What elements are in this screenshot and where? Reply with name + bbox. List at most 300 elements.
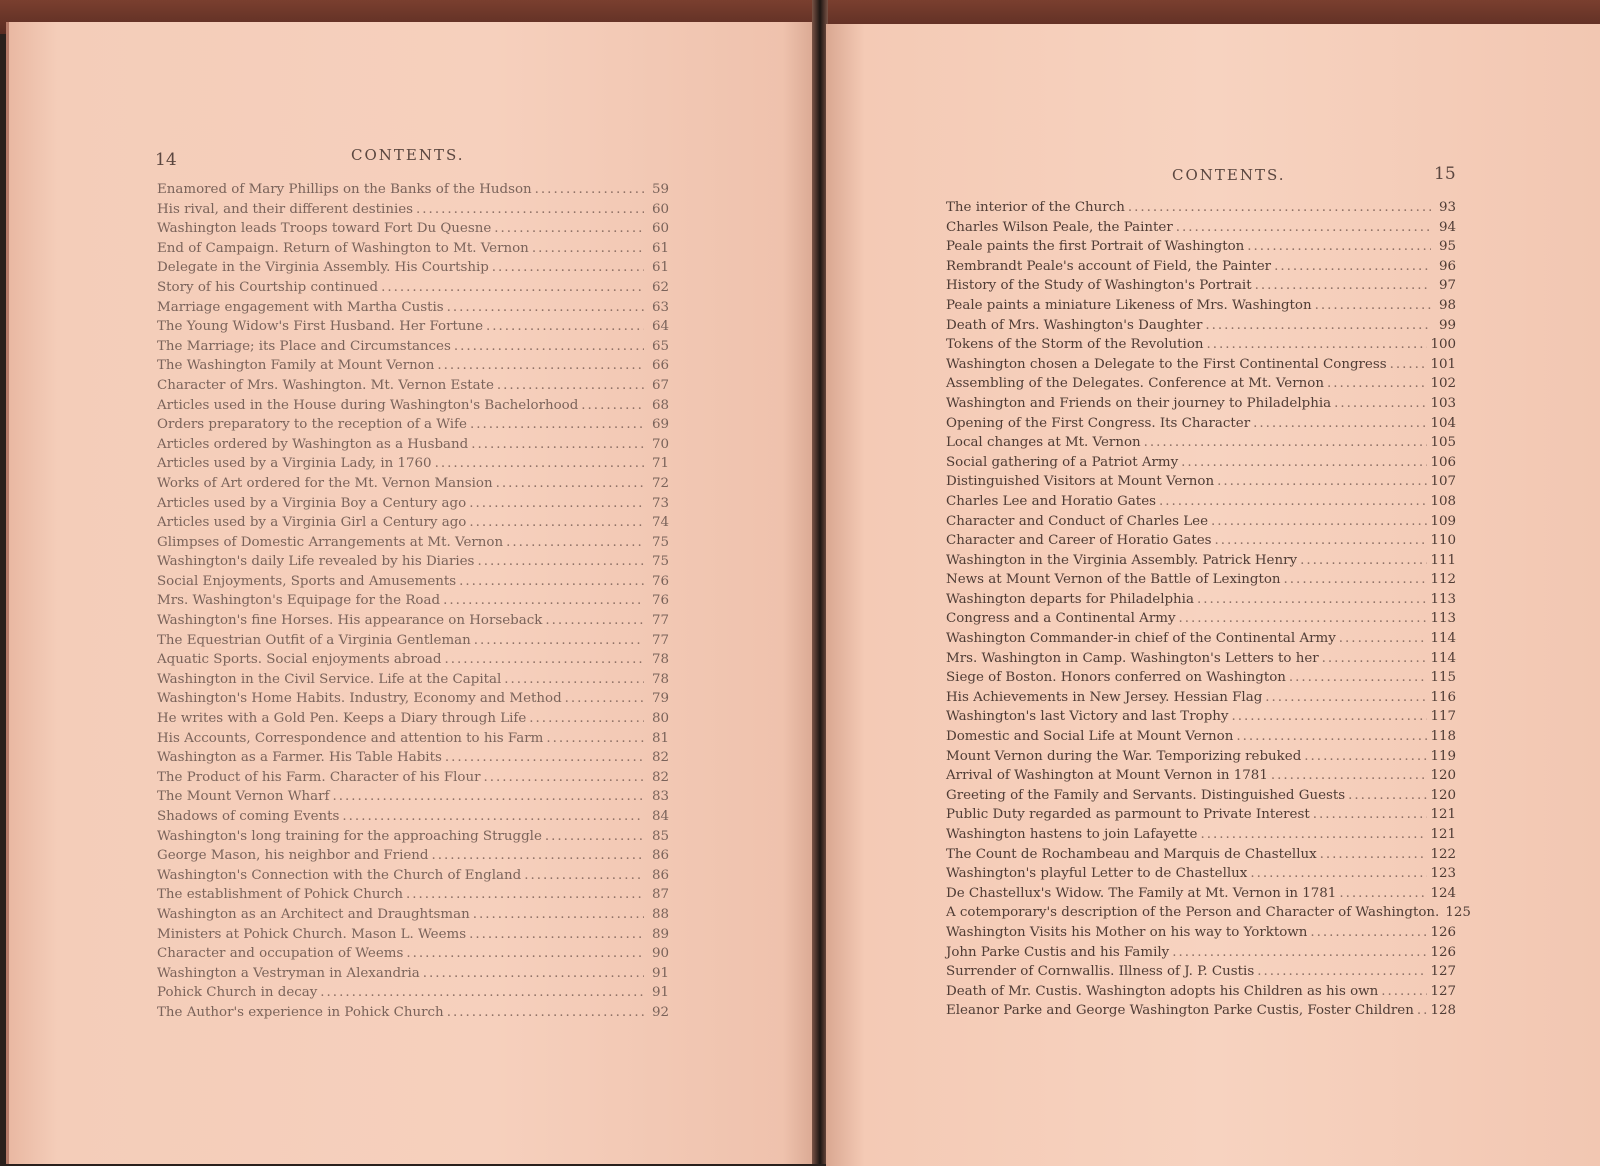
toc-entry-title: The establishment of Pohick Church <box>157 887 404 903</box>
toc-entry-page: 112 <box>1430 572 1456 588</box>
toc-entry-title: Washington's last Victory and last Trophy <box>946 709 1229 725</box>
toc-entry <box>157 768 669 788</box>
toc-entry <box>157 748 669 768</box>
toc-entry <box>946 923 1456 943</box>
toc-leader-dots <box>1128 198 1431 218</box>
toc-leader-dots <box>454 337 644 357</box>
toc-leader-dots <box>1381 982 1427 1002</box>
toc-leader-dots <box>1179 609 1428 629</box>
toc-entry-page: 113 <box>1430 611 1456 627</box>
toc-entry-title: Distinguished Visitors at Mount Vernon <box>946 474 1215 490</box>
toc-leader-dots <box>474 631 644 651</box>
toc-entry-page: 123 <box>1430 866 1456 882</box>
left-page <box>6 22 815 1164</box>
toc-entry-title: De Chastellux's Widow. The Family at Mt. Vernon in 1781 <box>946 885 1337 901</box>
toc-entry-page: 107 <box>1430 474 1456 490</box>
toc-entry-page: 61 <box>651 240 669 256</box>
toc-entry-title: His Accounts, Correspondence and attention to his Farm <box>157 730 544 746</box>
toc-entry-page: 76 <box>651 593 669 609</box>
toc-entry <box>157 396 669 416</box>
toc-entry-title: Mount Vernon during the War. Temporizing rebuked <box>946 748 1302 764</box>
toc-entry-title: The Equestrian Outfit of a Virginia Gentleman <box>157 632 471 648</box>
toc-entry-title: News at Mount Vernon of the Battle of Lexington <box>946 572 1281 588</box>
toc-entry-page: 110 <box>1430 533 1456 549</box>
toc-leader-dots <box>1327 374 1427 394</box>
toc-entry <box>157 670 669 690</box>
toc-entry <box>157 611 669 631</box>
toc-entry-page: 104 <box>1430 415 1456 431</box>
toc-entry-page: 62 <box>651 279 669 295</box>
toc-entry <box>946 257 1456 277</box>
toc-entry-page: 108 <box>1430 493 1456 509</box>
toc-entry <box>157 494 669 514</box>
toc-entry <box>157 337 669 357</box>
toc-leader-dots <box>1313 805 1428 825</box>
toc-entry <box>946 649 1456 669</box>
toc-entry <box>157 787 669 807</box>
toc-entry-page: 63 <box>651 299 669 315</box>
toc-entry-title: The Mount Vernon Wharf <box>157 789 330 805</box>
toc-leader-dots <box>492 258 644 278</box>
toc-entry <box>946 845 1456 865</box>
toc-entry-title: Opening of the First Congress. Its Character <box>946 415 1251 431</box>
toc-entry-title: History of the Study of Washington's Portrait <box>946 278 1252 294</box>
toc-leader-dots <box>1289 668 1428 688</box>
toc-leader-dots <box>1201 825 1428 845</box>
toc-entry <box>157 474 669 494</box>
toc-entry <box>946 943 1456 963</box>
toc-leader-dots <box>1310 923 1427 943</box>
toc-entry-page: 78 <box>651 671 669 687</box>
toc-entry <box>946 335 1456 355</box>
toc-entry-title: Death of Mrs. Washington's Daughter <box>946 317 1203 333</box>
toc-leader-dots <box>342 807 644 827</box>
toc-entry-page: 89 <box>651 926 669 942</box>
toc-leader-dots <box>416 200 644 220</box>
toc-entry <box>946 884 1456 904</box>
toc-entry-title: Washington as a Farmer. His Table Habits <box>157 750 442 766</box>
toc-leader-dots <box>406 885 644 905</box>
toc-entry <box>157 846 669 866</box>
toc-entry-page: 119 <box>1430 748 1456 764</box>
toc-entry-title: Articles used in the House during Washington's Bachelorhood <box>157 397 579 413</box>
toc-entry-page: 73 <box>651 495 669 511</box>
toc-entry-title: Articles used by a Virginia Boy a Century ago <box>157 495 467 511</box>
toc-leader-dots <box>447 1003 644 1023</box>
toc-entry-title: Washington's Home Habits. Industry, Economy and Method <box>157 691 562 707</box>
toc-leader-dots <box>1159 492 1427 512</box>
toc-entry-page: 65 <box>651 338 669 354</box>
right-page <box>826 24 1600 1166</box>
toc-entry-title: Washington leads Troops toward Fort Du Quesne <box>157 221 492 237</box>
toc-entry-title: Washington chosen a Delegate to the First Continental Congress <box>946 356 1387 372</box>
toc-entry <box>946 962 1456 982</box>
toc-leader-dots <box>437 356 644 376</box>
toc-entry-page: 84 <box>651 809 669 824</box>
toc-entry-page: 101 <box>1430 356 1456 372</box>
toc-entry-page: 111 <box>1430 552 1456 568</box>
toc-entry-page: 100 <box>1430 337 1456 353</box>
toc-entry <box>946 747 1456 767</box>
toc-entry <box>157 572 669 592</box>
toc-leader-dots <box>1211 512 1427 532</box>
toc-leader-dots <box>1257 962 1427 982</box>
toc-leader-dots <box>1172 943 1427 963</box>
toc-leader-dots <box>545 827 644 847</box>
toc-leader-dots <box>1197 590 1427 610</box>
toc-entry-page: 85 <box>651 828 669 844</box>
toc-entry <box>946 198 1456 218</box>
toc-leader-dots <box>1322 649 1428 669</box>
toc-entry-page: 120 <box>1430 787 1456 803</box>
toc-leader-dots <box>332 787 644 807</box>
toc-entry-title: Arrival of Washington at Mount Vernon in 1781 <box>946 768 1268 784</box>
toc-entry-title: Charles Wilson Peale, the Painter <box>946 219 1173 235</box>
toc-entry-title: Washington departs for Philadelphia <box>946 591 1194 607</box>
toc-entry-page: 120 <box>1430 768 1456 784</box>
toc-entry-page: 86 <box>651 867 669 883</box>
toc-leader-dots <box>432 846 645 866</box>
toc-entry-page: 59 <box>651 182 669 197</box>
page-header: CONTENTS. <box>351 146 465 164</box>
toc-leader-dots <box>1144 433 1428 453</box>
toc-entry-title: The Marriage; its Place and Circumstances <box>157 338 451 354</box>
toc-entry <box>157 964 669 984</box>
toc-entry-page: 113 <box>1430 591 1456 607</box>
toc-entry-page: 96 <box>1438 258 1456 274</box>
toc-entry-title: Domestic and Social Life at Mount Vernon <box>946 729 1234 745</box>
toc-leader-dots <box>1271 766 1428 786</box>
toc-entry-page: 77 <box>651 632 669 648</box>
toc-leader-dots <box>1253 414 1427 434</box>
toc-leader-dots <box>1339 884 1427 904</box>
toc-leader-dots <box>406 944 644 964</box>
toc-leader-dots <box>470 415 644 435</box>
toc-entry <box>946 355 1456 375</box>
toc-entry <box>946 218 1456 238</box>
toc-entry-page: 93 <box>1438 200 1456 215</box>
toc-leader-dots <box>532 239 644 259</box>
toc-leader-dots <box>469 513 644 533</box>
toc-entry <box>946 825 1456 845</box>
toc-entry <box>157 298 669 318</box>
toc-entry-title: The Count de Rochambeau and Marquis de Chastellux <box>946 846 1317 862</box>
toc-entry-title: Congress and a Continental Army <box>946 611 1176 627</box>
toc-entry-page: 60 <box>651 201 669 217</box>
toc-entry <box>946 414 1456 434</box>
toc-entry-title: Social Enjoyments, Sports and Amusements <box>157 573 457 589</box>
toc-entry-page: 66 <box>651 358 669 374</box>
toc-entry-page: 75 <box>651 554 669 570</box>
toc-leader-dots <box>469 925 644 945</box>
toc-entry <box>946 805 1456 825</box>
toc-entry-title: Washington Visits his Mother on his way to Yorktown <box>946 924 1308 940</box>
toc-entry <box>946 688 1456 708</box>
toc-entry-title: Washington as an Architect and Draughtsman <box>157 906 470 922</box>
toc-entry <box>946 629 1456 649</box>
toc-entry <box>946 276 1456 296</box>
toc-entry-title: Peale paints a miniature Likeness of Mrs. Washington <box>946 297 1312 313</box>
toc-leader-dots <box>1176 218 1431 238</box>
toc-entry <box>157 885 669 905</box>
toc-leader-dots <box>1231 707 1427 727</box>
toc-entry-page: 128 <box>1430 1003 1456 1019</box>
toc-leader-dots <box>471 435 644 455</box>
toc-entry-page: 83 <box>651 789 669 805</box>
toc-entry <box>946 609 1456 629</box>
toc-entry <box>946 394 1456 414</box>
toc-entry-title: Washington's fine Horses. His appearance on Horseback <box>157 613 543 629</box>
toc-entry <box>946 570 1456 590</box>
toc-entry-page: 72 <box>651 475 669 491</box>
toc-entry-title: The interior of the Church <box>946 200 1125 215</box>
toc-leader-dots <box>381 278 644 298</box>
toc-leader-dots <box>529 709 644 729</box>
toc-entry-title: Shadows of coming Events <box>157 809 340 824</box>
toc-leader-dots <box>1207 335 1428 355</box>
toc-entry-page: 79 <box>651 691 669 707</box>
toc-entry <box>946 433 1456 453</box>
toc-entry <box>946 531 1456 551</box>
toc-entry-page: 97 <box>1438 278 1456 294</box>
toc-entry-page: 74 <box>651 515 669 531</box>
toc-entry-title: Washington's long training for the approaching Struggle <box>157 828 542 844</box>
toc-entry <box>157 729 669 749</box>
toc-leader-dots <box>1215 531 1428 551</box>
toc-entry <box>946 374 1456 394</box>
toc-entry-page: 102 <box>1430 376 1456 392</box>
toc-entry-page: 67 <box>651 377 669 393</box>
toc-entry <box>946 668 1456 688</box>
toc-entry-title: Siege of Boston. Honors conferred on Washington <box>946 670 1286 686</box>
toc-entry <box>946 766 1456 786</box>
toc-entry-page: 118 <box>1430 729 1456 745</box>
toc-leader-dots <box>535 180 644 200</box>
toc-entry-page: 91 <box>651 965 669 981</box>
toc-entry-title: The Young Widow's First Husband. Her Fortune <box>157 319 484 335</box>
toc-entry <box>946 296 1456 316</box>
toc-leader-dots <box>1205 316 1431 336</box>
toc-entry <box>157 925 669 945</box>
toc-entry-title: Works of Art ordered for the Mt. Vernon Mansion <box>157 475 493 491</box>
toc-entry <box>946 727 1456 747</box>
toc-entry-page: 69 <box>651 417 669 433</box>
toc-entry <box>157 200 669 220</box>
toc-leader-dots <box>1265 688 1427 708</box>
toc-leader-dots <box>473 905 644 925</box>
page-number: 14 <box>155 150 177 170</box>
toc-entry-page: 121 <box>1430 827 1456 842</box>
toc-entry-page: 125 <box>1445 905 1471 921</box>
toc-leader-dots <box>1315 296 1431 316</box>
toc-entry <box>157 905 669 925</box>
toc-entry-page: 78 <box>651 652 669 668</box>
toc-entry-title: Eleanor Parke and George Washington Parke Custis, Foster Children <box>946 1003 1414 1019</box>
toc-entry-title: Character of Mrs. Washington. Mt. Vernon Estate <box>157 377 494 393</box>
toc-entry <box>157 258 669 278</box>
toc-entry-title: Washington a Vestryman in Alexandria <box>157 965 420 981</box>
toc-leader-dots <box>1181 453 1427 473</box>
toc-entry-page: 115 <box>1430 670 1456 686</box>
toc-leader-dots <box>1217 472 1427 492</box>
toc-entry-title: Greeting of the Family and Servants. Distinguished Guests <box>946 787 1346 803</box>
toc-entry-title: Rembrandt Peale's account of Field, the Painter <box>946 258 1272 274</box>
toc-entry <box>157 983 669 1003</box>
toc-entry-title: End of Campaign. Return of Washington to Mt. Vernon <box>157 240 529 256</box>
toc-entry-title: Articles used by a Virginia Girl a Century ago <box>157 515 467 531</box>
toc-leader-dots <box>546 729 644 749</box>
toc-entry-title: A cotemporary's description of the Person and Character of Washington. <box>946 905 1440 921</box>
toc-entry-page: 103 <box>1430 395 1456 411</box>
toc-leader-dots <box>581 396 644 416</box>
toc-entry-title: Pohick Church in decay <box>157 985 318 1001</box>
toc-leader-dots <box>443 591 644 611</box>
page-number: 15 <box>1434 164 1456 184</box>
toc-entry-page: 68 <box>651 397 669 413</box>
toc-entry <box>946 492 1456 512</box>
toc-entry <box>157 415 669 435</box>
toc-entry-title: The Product of his Farm. Character of his Flour <box>157 769 481 785</box>
toc-entry-title: Peale paints the first Portrait of Washington <box>946 239 1245 255</box>
toc-entry-page: 90 <box>651 946 669 962</box>
toc-entry-page: 92 <box>651 1004 669 1020</box>
toc-entry <box>946 237 1456 257</box>
toc-entry-title: Washington and Friends on their journey to Philadelphia <box>946 395 1332 411</box>
toc-entry-title: Character and Career of Horatio Gates <box>946 533 1212 549</box>
toc-entry <box>157 533 669 553</box>
toc-leader-dots <box>545 611 644 631</box>
toc-entry <box>157 807 669 827</box>
toc-entry-title: Delegate in the Virginia Assembly. His Courtship <box>157 260 489 276</box>
toc-entry-page: 114 <box>1430 631 1456 647</box>
toc-leader-dots <box>1255 276 1431 296</box>
toc-entry <box>157 1003 669 1023</box>
toc-entry-title: Washington hastens to join Lafayette <box>946 827 1198 842</box>
toc-entry-title: John Parke Custis and his Family <box>946 944 1170 960</box>
toc-entry-page: 116 <box>1430 689 1456 705</box>
toc-entry-page: 77 <box>651 613 669 629</box>
toc-entry-title: Articles used by a Virginia Lady, in 1760 <box>157 456 432 472</box>
toc-entry-page: 106 <box>1430 454 1456 470</box>
toc-entry-title: Washington in the Civil Service. Life at the Capital <box>157 671 502 687</box>
toc-entry <box>946 472 1456 492</box>
toc-entry-title: Washington in the Virginia Assembly. Patrick Henry <box>946 552 1298 568</box>
toc-entry-title: Surrender of Cornwallis. Illness of J. P. Custis <box>946 964 1255 980</box>
toc-entry-title: Ministers at Pohick Church. Mason L. Weems <box>157 926 467 942</box>
toc-leader-dots <box>1300 551 1427 571</box>
toc-leader-dots <box>504 670 644 690</box>
toc-leader-dots <box>1236 727 1427 747</box>
toc-entry-title: His Achievements in New Jersey. Hessian Flag <box>946 689 1263 705</box>
toc-entry-title: Character and occupation of Weems <box>157 946 404 962</box>
toc-entry <box>157 650 669 670</box>
toc-entry-page: 109 <box>1430 513 1456 529</box>
toc-leader-dots <box>1339 629 1428 649</box>
toc-entry-title: Public Duty regarded as parmount to Private Interest <box>946 807 1310 823</box>
toc-entry-page: 71 <box>651 456 669 472</box>
toc-entry-page: 99 <box>1438 317 1456 333</box>
toc-entry-page: 117 <box>1430 709 1456 725</box>
toc-entry-page: 60 <box>651 221 669 237</box>
toc-entry <box>157 513 669 533</box>
toc-entry <box>157 591 669 611</box>
toc-leader-dots <box>1390 355 1428 375</box>
toc-entry-title: Death of Mr. Custis. Washington adopts his Children as his own <box>946 983 1379 999</box>
toc-entry-page: 105 <box>1430 435 1456 451</box>
toc-entry-page: 127 <box>1430 964 1456 980</box>
toc-leader-dots <box>469 494 644 514</box>
toc-entry-page: 64 <box>651 319 669 335</box>
toc-entry-page: 95 <box>1438 239 1456 255</box>
toc-leader-dots <box>447 298 644 318</box>
toc-entry <box>157 866 669 886</box>
toc-entry-title: Story of his Courtship continued <box>157 279 379 295</box>
toc-entry <box>157 689 669 709</box>
toc-entry-page: 126 <box>1430 924 1456 940</box>
toc-leader-dots <box>524 866 644 886</box>
toc-entry-title: Washington's Connection with the Church of England <box>157 867 522 883</box>
toc-entry <box>157 219 669 239</box>
toc-entry-page: 126 <box>1430 944 1456 960</box>
toc-entry-page: 88 <box>651 906 669 922</box>
toc-entry <box>157 435 669 455</box>
toc-entry-page: 121 <box>1430 807 1456 823</box>
toc-leader-dots <box>1334 394 1427 414</box>
toc-entry-title: Character and Conduct of Charles Lee <box>946 513 1209 529</box>
toc-entry-title: George Mason, his neighbor and Friend <box>157 848 429 864</box>
toc-leader-dots <box>494 219 644 239</box>
toc-entry-title: Marriage engagement with Martha Custis <box>157 299 444 315</box>
toc-leader-dots <box>1304 747 1427 767</box>
toc-entry-page: 124 <box>1430 885 1456 901</box>
toc-entry-title: The Washington Family at Mount Vernon <box>157 358 435 374</box>
toc-entry-title: Glimpses of Domestic Arrangements at Mt. Vernon <box>157 534 504 550</box>
toc-entry <box>157 709 669 729</box>
toc-leader-dots <box>484 768 645 788</box>
toc-entry-page: 81 <box>651 730 669 746</box>
toc-entry <box>157 827 669 847</box>
toc-entry <box>157 631 669 651</box>
toc-entry-page: 114 <box>1430 650 1456 666</box>
toc-entry-title: Enamored of Mary Phillips on the Banks of the Hudson <box>157 182 532 197</box>
toc-entry <box>946 707 1456 727</box>
toc-entry <box>946 903 1471 923</box>
toc-entry-title: Washington's playful Letter to de Chastellux <box>946 866 1248 882</box>
toc-entry <box>157 552 669 572</box>
toc-leader-dots <box>1284 570 1428 590</box>
toc-entry <box>946 1001 1456 1021</box>
toc-entry-title: His rival, and their different destinies <box>157 201 414 217</box>
toc-entry-page: 122 <box>1430 846 1456 862</box>
toc-leader-dots <box>1320 845 1428 865</box>
toc-entry-title: Orders preparatory to the reception of a Wife <box>157 417 467 433</box>
toc-entry <box>946 453 1456 473</box>
toc-entry-title: Tokens of the Storm of the Revolution <box>946 337 1204 353</box>
toc-leader-dots <box>497 376 644 396</box>
toc-entry-title: Social gathering of a Patriot Army <box>946 454 1179 470</box>
toc-entry-page: 70 <box>651 436 669 452</box>
toc-leader-dots <box>1274 257 1431 277</box>
toc-leader-dots <box>1247 237 1431 257</box>
toc-entry <box>157 356 669 376</box>
toc-entry-title: Charles Lee and Horatio Gates <box>946 493 1156 509</box>
toc-entry-page: 76 <box>651 573 669 589</box>
toc-entry-page: 61 <box>651 260 669 276</box>
toc-entry-title: Local changes at Mt. Vernon <box>946 435 1141 451</box>
toc-entry-page: 127 <box>1430 983 1456 999</box>
toc-leader-dots <box>486 317 644 337</box>
toc-entry <box>157 454 669 474</box>
